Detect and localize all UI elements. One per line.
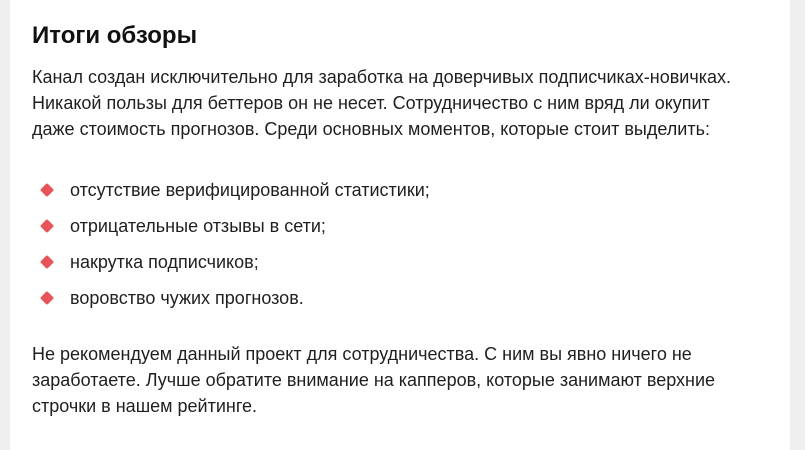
summary-bullet-text: накрутка подписчиков; (70, 252, 259, 272)
red-diamond-icon (39, 182, 55, 198)
content-card (10, 0, 790, 450)
summary-bullet-text: отсутствие верифицированной статистики; (70, 180, 430, 200)
outro-line: заработаете. Лучше обратите внимание на капперов, которые занимают верхние (32, 370, 716, 390)
intro-line: даже стоимость прогнозов. Среди основных моментов, которые стоит выделить: (32, 119, 710, 139)
outro-paragraph (32, 341, 777, 419)
summary-bullet-item (39, 280, 430, 316)
red-diamond-icon (39, 254, 55, 270)
summary-bullet-item (39, 208, 430, 244)
intro-line: Никакой пользы для беттеров он не несет. Сотрудничество с ним вряд ли окупит (32, 93, 710, 113)
intro-line: Канал создан исключительно для заработка на доверчивых подписчиках-новичках. (32, 67, 732, 87)
section-title: Итоги обзоры (32, 22, 198, 49)
summary-bullet-list (39, 172, 430, 316)
summary-bullet-item (39, 244, 430, 280)
summary-bullet-text: воровство чужих прогнозов. (70, 288, 304, 308)
summary-bullet-text: отрицательные отзывы в сети; (70, 216, 326, 236)
summary-bullet-item (39, 172, 430, 208)
outro-line: строчки в нашем рейтинге. (32, 396, 258, 416)
red-diamond-icon (39, 218, 55, 234)
outro-line: Не рекомендуем данный проект для сотрудничества. С ним вы явно ничего не (32, 344, 692, 364)
intro-paragraph (32, 64, 777, 142)
red-diamond-icon (39, 290, 55, 306)
